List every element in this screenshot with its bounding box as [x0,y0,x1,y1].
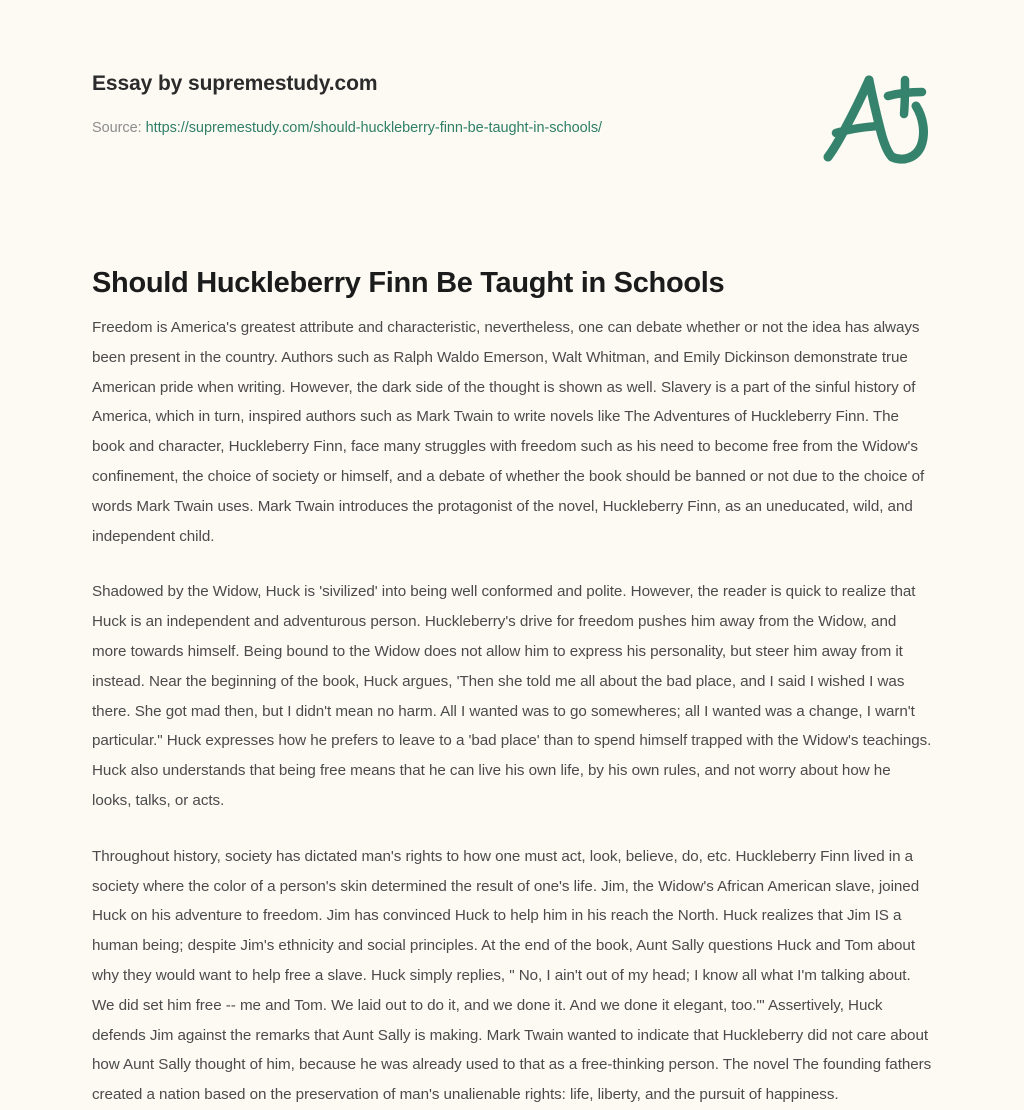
a-plus-logo-icon [806,58,956,170]
essay-paragraph: Shadowed by the Widow, Huck is 'sivilized' into being well conformed and polite. However, the reader is quick to realize that Huck is an independent and adventurous person. Huckleberry's drive for freedom pushes him away from the Widow, and more towards himself. Being bound to the Widow does not allow him to express his personality, but steer him away from it instead. Near the beginning of the book, Huck argues, 'Then she told me all about the bad place, and I said I wished I was there. She got mad then, but I didn't mean no harm. All I wanted was to go somewheres; all I wanted was a change, I warn't particular." Huck expresses how he prefers to leave to a 'bad place' than to spend himself trapped with the Widow's teachings. Huck also understands that being free means that he can live his own life, by his own rules, and not worry about how he looks, talks, or acts. [92,583,932,809]
page-title: Should Huckleberry Finn Be Taught in Schools [92,267,725,300]
a-plus-logo [806,58,956,170]
brand-attribution: Essay by supremestudy.com [92,72,378,95]
essay-paragraph: Throughout history, society has dictated man's rights to how one must act, look, believe, do, etc. Huckleberry Finn lived in a society where the color of a person's skin determined the result of one's life. Jim, the Widow's African American slave, joined Huck on his adventure to freedom. Jim has convinced Huck to help him in his reach the North. Huck realizes that Jim IS a human being; despite Jim's ethnicity and social principles. At the end of the book, Aunt Sally questions Huck and Tom about why they would want to help free a slave. Huck simply replies, " No, I ain't out of my head; I know all what I'm talking about. We did set him free -- me and Tom. We laid out to do it, and we done it. And we done it elegant, too.'" Assertively, Huck defends Jim against the remarks that Aunt Sally is making. Mark Twain wanted to indicate that Huckleberry did not care about how Aunt Sally thought of him, because he was already used to that as a free-thinking person. The novel The founding fathers created a nation based on the preservation of man's unalienable rights: life, liberty, and the pursuit of happiness. [92,847,932,1104]
source-label: Source: [92,120,142,136]
essay-body [92,313,933,1110]
document-header [0,0,1024,200]
source-url-link[interactable]: https://supremestudy.com/should-huckleberry-finn-be-taught-in-schools/ [145,120,603,136]
essay-paragraph: Freedom is America's greatest attribute and characteristic, nevertheless, one can debate whether or not the idea has always been present in the country. Authors such as Ralph Waldo Emerson, Walt Whitman, and Emily Dickinson demonstrate true American pride when writing. However, the dark side of the thought is shown as well. Slavery is a part of the sinful history of America, which in turn, inspired authors such as Mark Twain to write novels like The Adventures of Huckleberry Finn. The book and character, Huckleberry Finn, face many struggles with freedom such as his need to become free from the Widow's confinement, the choice of society or himself, and a debate of whether the book should be banned or not due to the choice of words Mark Twain uses. Mark Twain introduces the protagonist of the novel, Huckleberry Finn, as an uneducated, wild, and independent child. [92,319,925,545]
source-line [92,120,602,136]
